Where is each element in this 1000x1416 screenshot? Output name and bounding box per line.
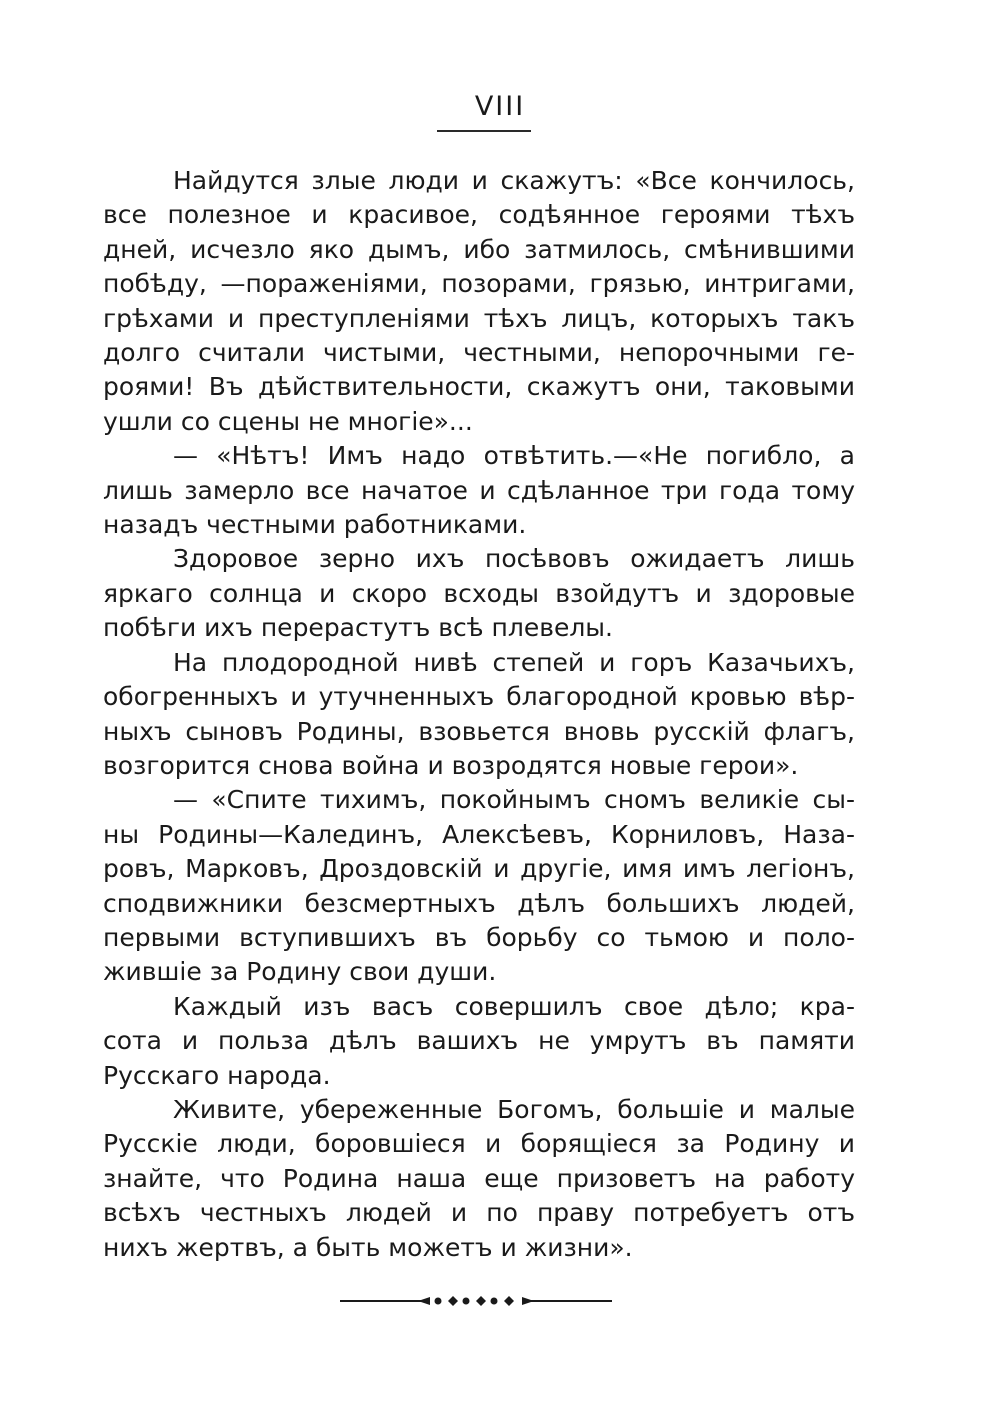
- text-line: побѣги ихъ перерастутъ всѣ плевелы.: [103, 613, 613, 643]
- text-line: сподвижники безсмертныхъ дѣлъ большихъ людей,: [103, 888, 855, 918]
- text-line: долго считали чистыми, честными, непорочными ге-: [103, 338, 855, 368]
- text-line: Живите, убереженные Богомъ, большіе и малые: [173, 1094, 855, 1124]
- text-line: сота и польза дѣлъ вашихъ не умрутъ въ памяти: [103, 1026, 855, 1056]
- text-line: ныхъ сыновъ Родины, взовьется вновь русскій флагъ,: [103, 716, 855, 746]
- text-line: Найдутся злые люди и скажутъ: «Все кончилось,: [173, 166, 855, 195]
- text-line: Здоровое зерно ихъ посѣвовъ ожидаетъ лишь: [173, 544, 855, 574]
- body-text: [103, 164, 855, 1265]
- text-line: лишь замерло все начатое и сдѣланное три года тому: [103, 475, 855, 505]
- paragraph: [103, 1093, 855, 1265]
- text-line: побѣду, —пораженіями, позорами, грязью, интригами,: [103, 269, 855, 299]
- text-line: назадъ честными работниками.: [103, 510, 527, 540]
- paragraph: [103, 783, 855, 989]
- text-line: — «Нѣтъ! Имъ надо отвѣтить.—«Не погибло, а: [173, 441, 855, 471]
- text-line: Русскіе люди, боровшіеся и борящіеся за Родину и: [103, 1129, 855, 1159]
- text-line: первыми вступившихъ въ борьбу со тьмою и поло-: [103, 922, 855, 952]
- text-line: жившіе за Родину свои души.: [103, 957, 497, 987]
- paragraph: [103, 164, 855, 439]
- text-line: обогренныхъ и утучненныхъ благородной кровью вѣр-: [103, 682, 855, 712]
- page-number-rule: [437, 130, 531, 132]
- text-line: всѣхъ честныхъ людей и по праву потребуетъ отъ: [103, 1198, 855, 1228]
- text-line: возгорится снова война и возродятся новые герои».: [103, 750, 799, 780]
- end-ornament-icon: [340, 1291, 612, 1311]
- text-line: ушли со сцены не многіе»...: [103, 406, 473, 436]
- text-line: Русскаго народа.: [103, 1060, 331, 1090]
- paragraph: [103, 990, 855, 1093]
- text-line: все полезное и красивое, содѣянное героями тѣхъ: [103, 200, 855, 230]
- text-line: ровъ, Марковъ, Дроздовскій и другіе, имя имъ легіонъ,: [103, 854, 855, 884]
- paragraph: [103, 439, 855, 542]
- text-line: грѣхами и преступленіями тѣхъ лицъ, которыхъ такъ: [103, 303, 855, 333]
- text-line: ны Родины—Калединъ, Алексѣевъ, Корниловъ, Наза-: [103, 819, 855, 849]
- text-line: Каждый изъ васъ совершилъ свое дѣло; кра-: [173, 991, 855, 1021]
- text-line: — «Спите тихимъ, покойнымъ сномъ великіе сы-: [173, 785, 855, 815]
- page-number: VIII: [474, 91, 526, 122]
- text-line: роями! Въ дѣйствительности, скажутъ они, таковыми: [103, 372, 855, 402]
- text-line: знайте, что Родина наша еще призоветъ на работу: [103, 1163, 855, 1193]
- text-line: яркаго солнца и скоро всходы взойдутъ и здоровые: [103, 578, 855, 608]
- text-line: дней, исчезло яко дымъ, ибо затмилось, смѣнившими: [103, 234, 855, 264]
- paragraph: [103, 646, 855, 784]
- text-line: На плодородной нивѣ степей и горъ Казачьихъ,: [173, 647, 855, 677]
- paragraph: [103, 542, 855, 645]
- text-line: нихъ жертвъ, а быть можетъ и жизни».: [103, 1232, 633, 1262]
